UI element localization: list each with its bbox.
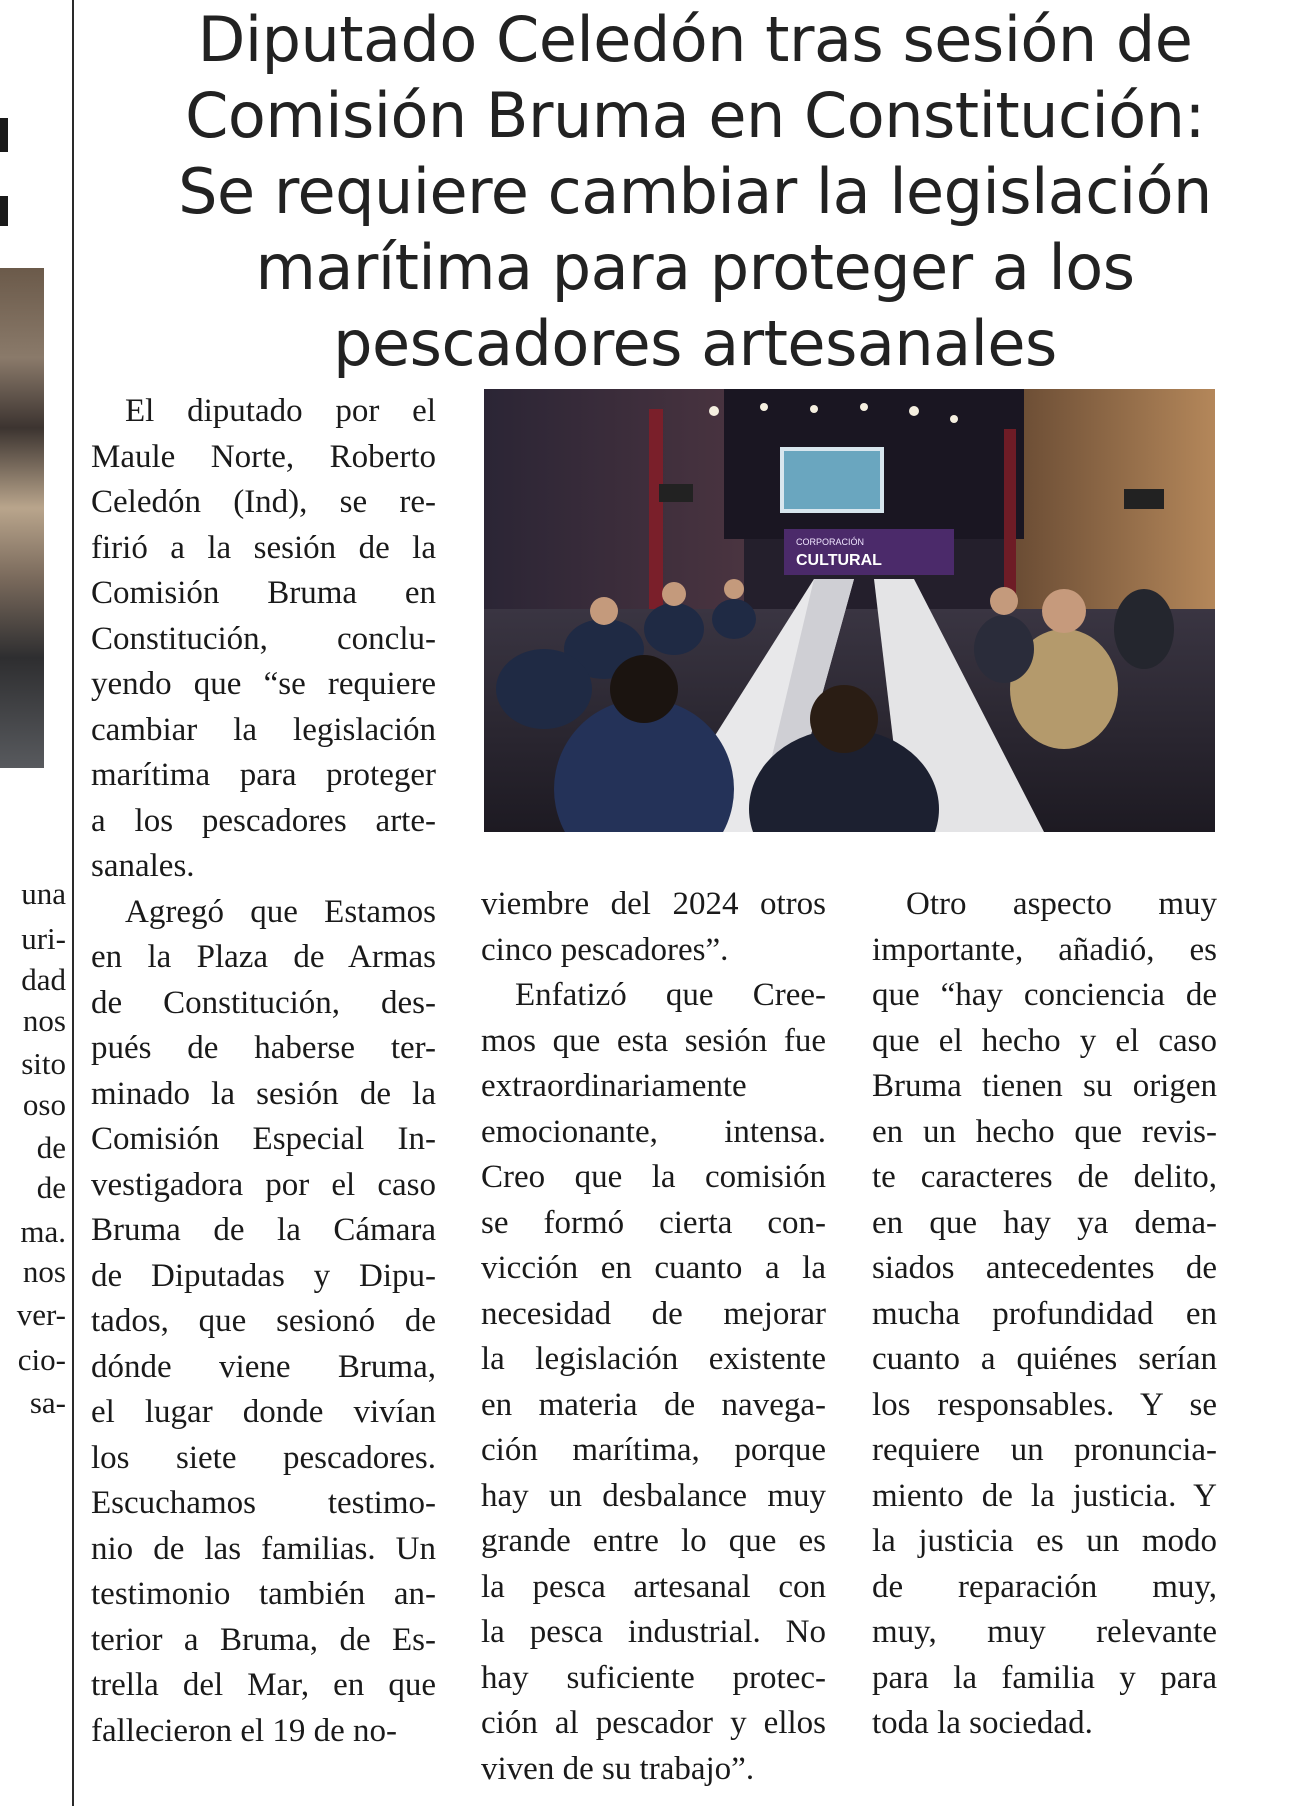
text-line: siados antecedentes de [872, 1250, 1217, 1286]
text-line: Comisión Bruma en [91, 575, 436, 611]
text-line: Constitución, conclu- [91, 620, 436, 657]
text-line: testimonio también an- [91, 1576, 436, 1612]
text-line: hay un desbalance muy [481, 1477, 826, 1514]
text-line: pués de haberse ter- [91, 1030, 436, 1066]
text-line: para la familia y para [872, 1659, 1217, 1696]
text-line: de Diputadas y Dipu- [91, 1257, 436, 1294]
text-line: mos que esta sesión fue [481, 1022, 826, 1059]
text-line: mucha profundidad en [872, 1295, 1217, 1332]
text-line: cinco pescadores”. [481, 931, 729, 968]
headline-line: marítima para proteger a los [255, 231, 1135, 304]
text-line: viven de su trabajo”. [481, 1750, 755, 1787]
text-line: nio de las familias. Un [91, 1530, 436, 1567]
text-line: viembre del 2024 otros [481, 886, 826, 922]
headline-line: pescadores artesanales [333, 307, 1057, 380]
text-line: los siete pescadores. [91, 1439, 436, 1476]
text-line: Bruma de la Cámara [91, 1212, 436, 1248]
text-line: necesidad de mejorar [481, 1295, 826, 1332]
adjacent-text-line: de [36, 1130, 66, 1165]
text-line: la pesca artesanal con [481, 1568, 826, 1605]
adjacent-article-fragment [0, 0, 72, 1806]
text-line: cambiar la legislación [91, 711, 436, 748]
article-column-2 [481, 882, 826, 1792]
text-line: en la Plaza de Armas [91, 939, 436, 975]
text-line: el lugar donde vivían [91, 1394, 436, 1430]
article-column-3 [872, 882, 1217, 1747]
text-line: Enfatizó que Cree- [515, 977, 826, 1013]
text-line: marítima para proteger [91, 757, 436, 793]
text-line: Bruma tienen su origen [872, 1068, 1217, 1104]
adjacent-photo-fragment [0, 268, 44, 768]
text-line: Agregó que Estamos [125, 893, 436, 930]
text-line: que el hecho y el caso [872, 1022, 1217, 1059]
text-line: Escuchamos testimo- [91, 1485, 436, 1521]
headline-line: Comisión Bruma en Constitución: [185, 79, 1205, 152]
text-line: sanales. [91, 848, 195, 884]
adjacent-text-line: uri- [21, 921, 66, 956]
adjacent-text-line: sito [21, 1046, 66, 1081]
adjacent-text-line: una [21, 876, 66, 911]
adjacent-text-line: ver- [16, 1297, 66, 1332]
text-line: requiere un pronuncia- [872, 1432, 1217, 1468]
text-line: importante, añadió, es [872, 931, 1217, 968]
text-line: en un hecho que revis- [872, 1113, 1217, 1150]
text-line: cuanto a quiénes serían [872, 1341, 1217, 1377]
text-line: firió a la sesión de la [91, 529, 436, 566]
adjacent-text-line: de [36, 1170, 66, 1205]
text-line: de Constitución, des- [91, 984, 436, 1021]
text-line: te caracteres de delito, [872, 1159, 1217, 1195]
text-line: Maule Norte, Roberto [91, 438, 436, 475]
text-line: vicción en cuanto a la [481, 1250, 826, 1286]
column-divider [72, 0, 74, 1806]
text-line: El diputado por el [125, 393, 436, 429]
headline-line: Se requiere cambiar la legislación [178, 155, 1212, 228]
adjacent-text-line: oso [22, 1087, 66, 1122]
article-headline [90, 2, 1300, 382]
text-line: dónde viene Bruma, [91, 1348, 436, 1385]
text-line: extraordinariamente [481, 1068, 747, 1104]
text-line: miento de la justicia. Y [872, 1477, 1217, 1514]
adjacent-text-line: nos [22, 1254, 66, 1289]
text-line: muy, muy relevante [872, 1614, 1217, 1650]
adjacent-text-line: nos [22, 1003, 66, 1038]
adjacent-text-line: dad [21, 962, 66, 997]
text-line: Creo que la comisión [481, 1159, 826, 1195]
text-line: que “hay conciencia de [872, 977, 1217, 1013]
adjacent-text-line: sa- [29, 1385, 66, 1420]
text-line: Comisión Especial In- [91, 1121, 436, 1157]
text-line: en que hay ya dema- [872, 1204, 1217, 1241]
photo-banner-small-text: CORPORACIÓN [796, 537, 865, 547]
text-line: la justicia es un modo [872, 1523, 1217, 1559]
headline-line: Diputado Celedón tras sesión de [197, 3, 1193, 76]
photo-banner-text: CULTURAL [796, 552, 882, 569]
article-column-1 [91, 389, 436, 1754]
adjacent-text-line: cio- [17, 1342, 66, 1377]
text-line: en materia de navega- [481, 1386, 826, 1423]
text-line: fallecieron el 19 de no- [91, 1712, 398, 1749]
text-line: la pesca industrial. No [481, 1614, 826, 1650]
text-line: grande entre lo que es [481, 1523, 826, 1559]
text-line: de reparación muy, [872, 1568, 1217, 1605]
text-line: yendo que “se requiere [91, 666, 436, 702]
text-line: ción marítima, porque [481, 1432, 826, 1468]
text-line: tados, que sesionó de [91, 1303, 436, 1339]
text-line: trella del Mar, en que [91, 1667, 436, 1703]
text-line: toda la sociedad. [872, 1705, 1093, 1741]
text-line: Celedón (Ind), se re- [91, 484, 436, 520]
text-line: Otro aspecto muy [906, 886, 1217, 922]
text-line: se formó cierta con- [481, 1204, 826, 1241]
text-line: hay suficiente protec- [481, 1659, 826, 1696]
text-line: minado la sesión de la [91, 1075, 436, 1112]
adjacent-headline-fragment [0, 118, 8, 152]
adjacent-headline-fragment [0, 196, 8, 226]
text-line: vestigadora por el caso [91, 1166, 436, 1203]
text-line: terior a Bruma, de Es- [91, 1621, 436, 1658]
text-line: los responsables. Y se [872, 1386, 1217, 1423]
adjacent-text-line: ma. [20, 1214, 66, 1249]
text-line: emocionante, intensa. [481, 1113, 826, 1150]
text-line: ción al pescador y ellos [481, 1705, 826, 1741]
text-line: la legislación existente [481, 1341, 826, 1377]
text-line: a los pescadores arte- [91, 802, 436, 839]
session-photo [484, 389, 1215, 832]
